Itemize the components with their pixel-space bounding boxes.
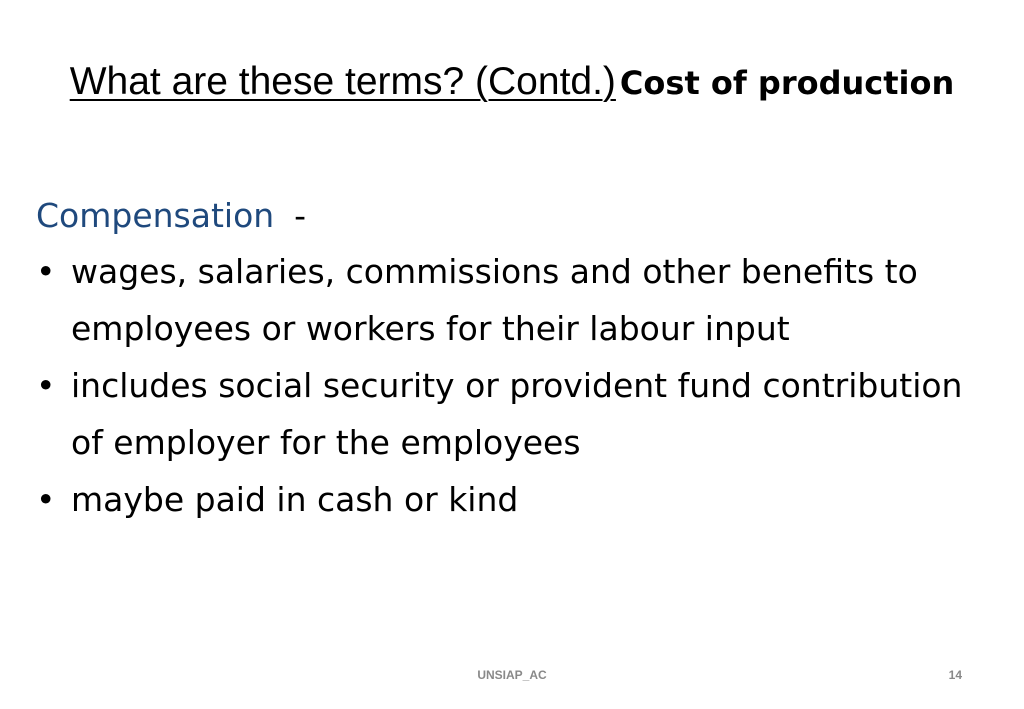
bullet-text: includes social security or provident fund contribution of employer for the employees [71, 366, 963, 462]
bullet-icon: • [36, 480, 56, 519]
section-heading [36, 189, 996, 243]
bullet-list [36, 243, 996, 528]
page-number: 14 [948, 668, 962, 682]
bullet-item [36, 471, 996, 528]
slide-body [36, 189, 996, 528]
bullet-text: wages, salaries, commissions and other benefits to employees or workers for their labour input [71, 252, 918, 348]
bullet-text: maybe paid in cash or kind [71, 480, 519, 519]
bullet-item [36, 243, 996, 357]
title-subtitle: Cost of production [619, 64, 955, 102]
footer-label: UNSIAP_AC [477, 668, 547, 682]
bullet-icon: • [36, 252, 56, 291]
heading-term: Compensation [36, 196, 275, 235]
slide-title [60, 54, 964, 118]
bullet-icon: • [36, 366, 56, 405]
title-main: What are these terms? (Contd.) [69, 60, 616, 103]
bullet-item [36, 357, 996, 471]
heading-dash: - [294, 196, 307, 235]
